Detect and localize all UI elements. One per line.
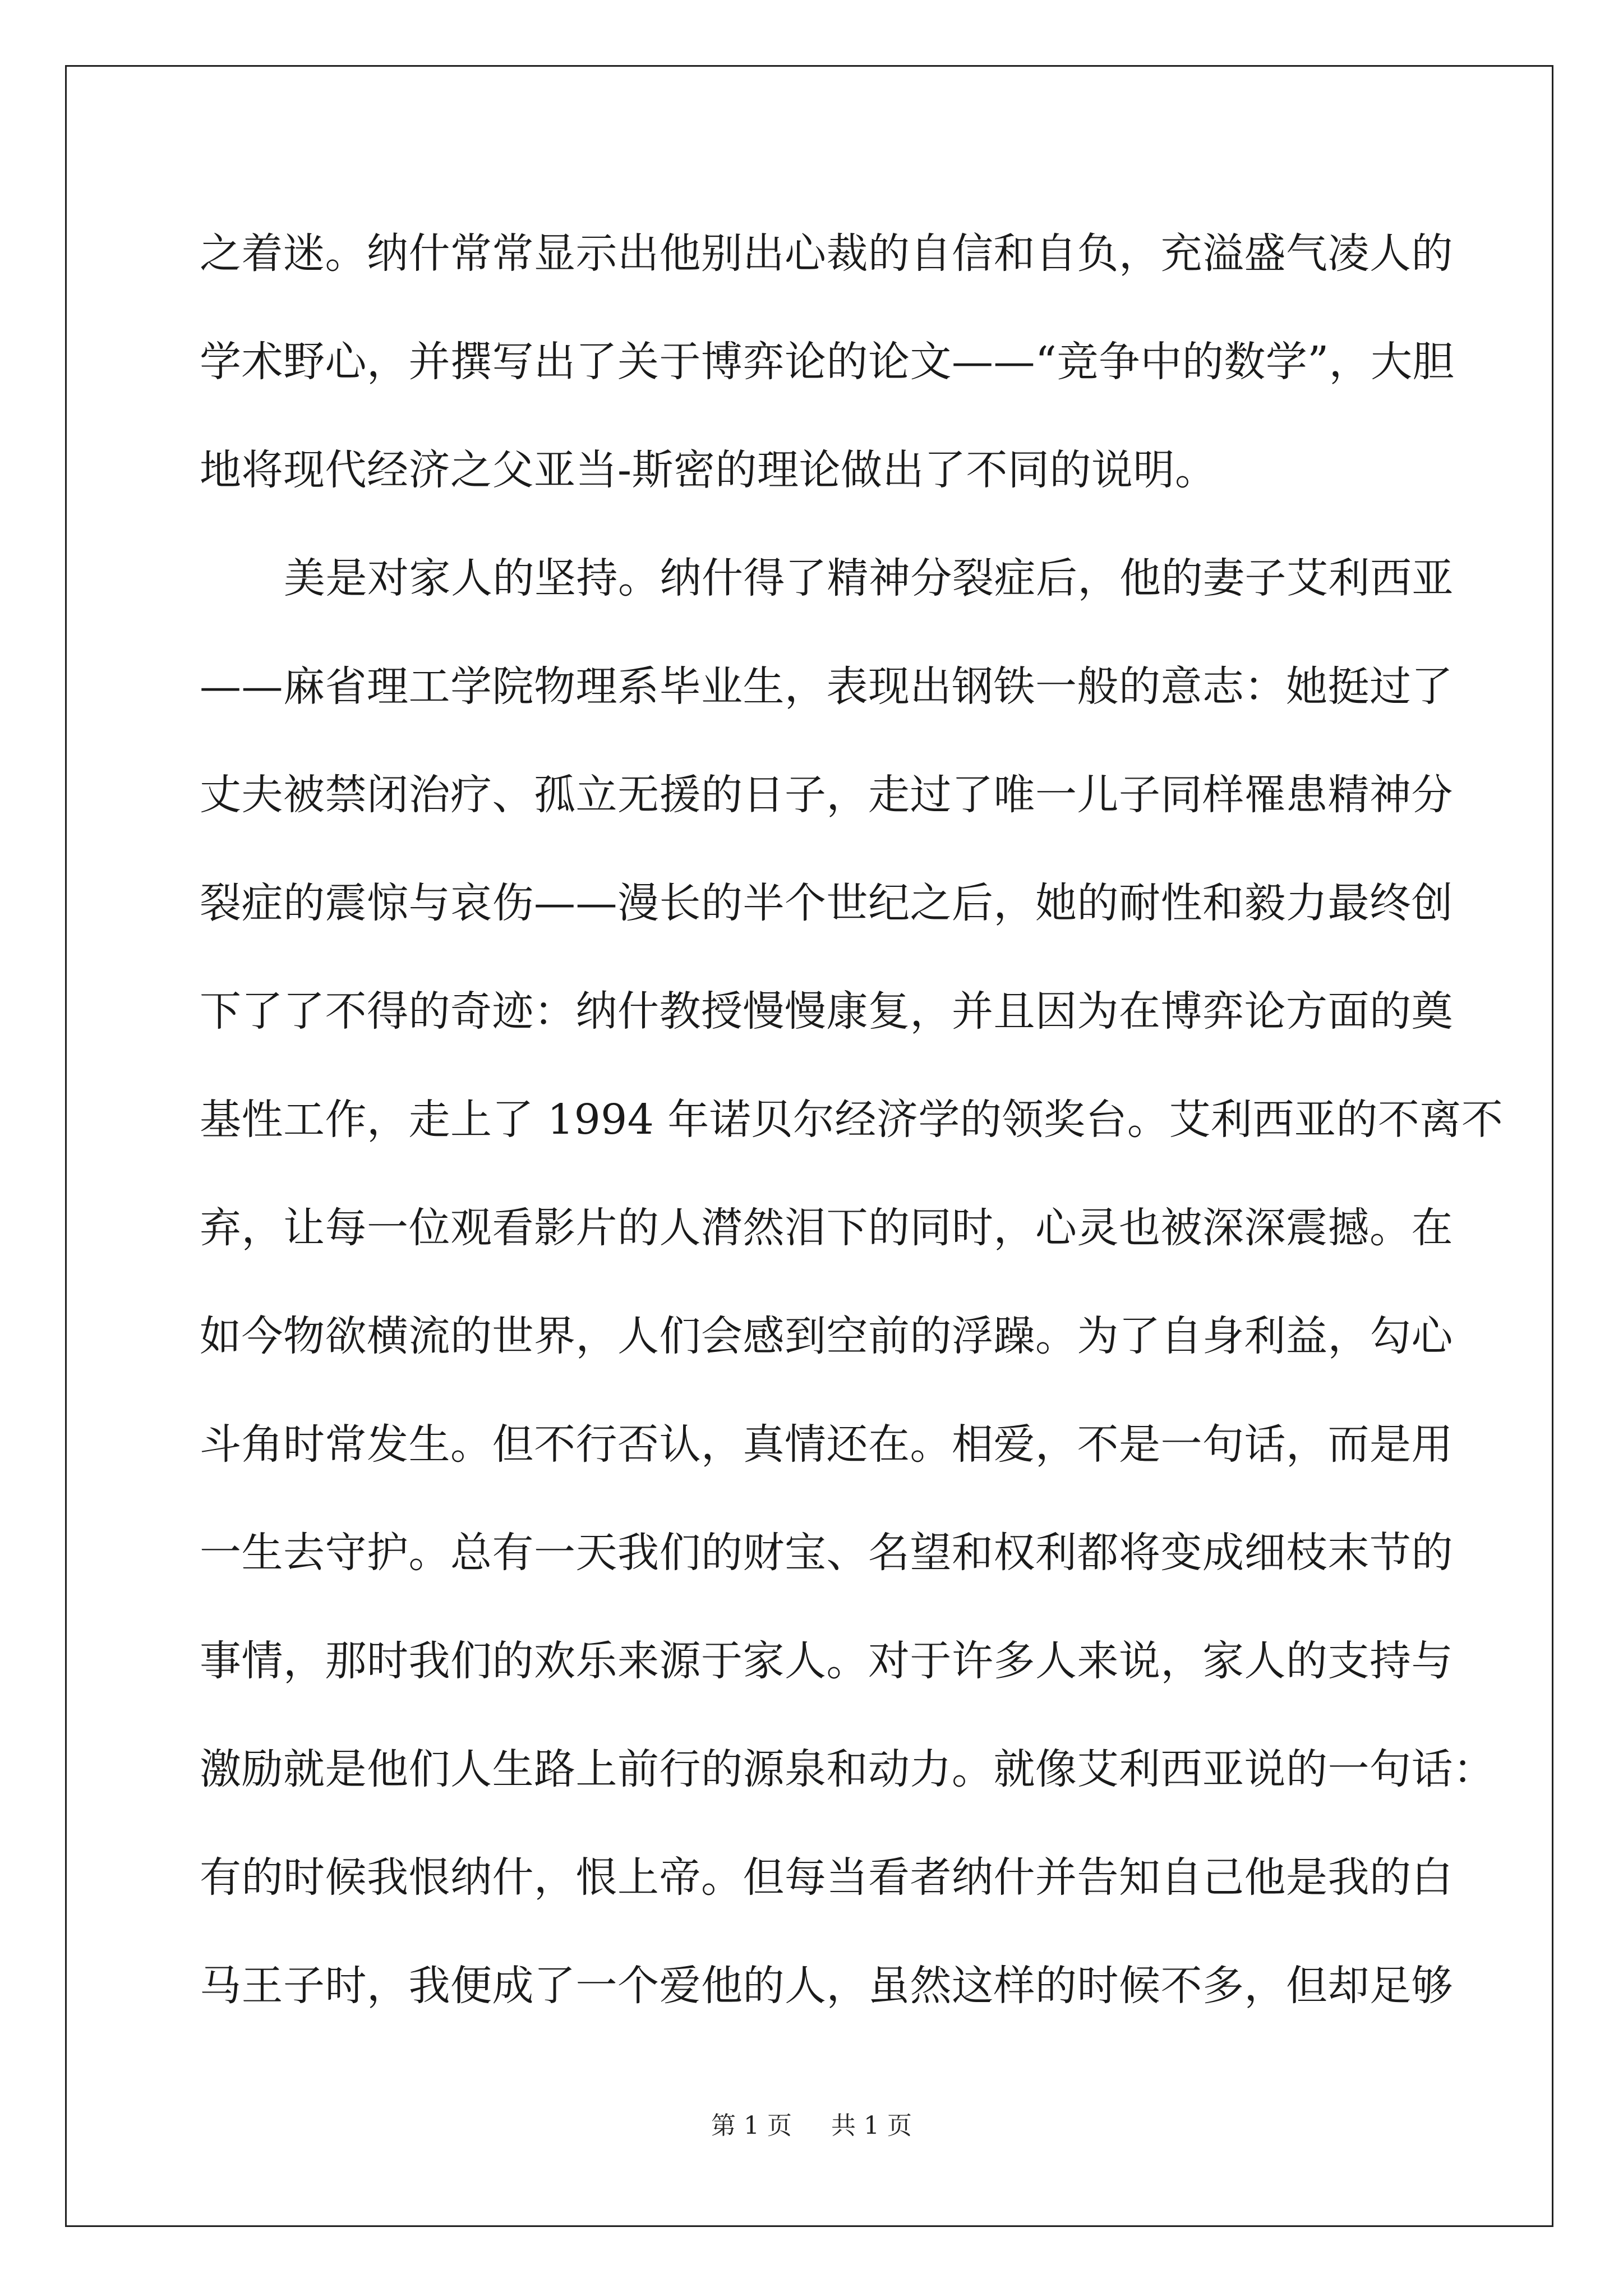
text-line: 事情，那时我们的欢乐来源于家人。对于许多人来说，家人的支持与	[200, 1637, 1453, 1685]
text-line: 之着迷。纳什常常显示出他别出心裁的自信和自负，充溢盛气凌人的	[200, 229, 1453, 278]
text-line: 美是对家人的坚持。纳什得了精神分裂症后，他的妻子艾利西亚	[284, 554, 1454, 602]
text-line: 有的时候我恨纳什，恨上帝。但每当看者纳什并告知自己他是我的白	[200, 1853, 1453, 1902]
text-line: 丈夫被禁闭治疗、孤立无援的日子，走过了唯一儿子同样罹患精神分	[200, 771, 1453, 819]
page-total: 共 1 页	[831, 2111, 912, 2140]
document-body	[200, 200, 1504, 2040]
text-line: 激励就是他们人生路上前行的源泉和动力。就像艾利西亚说的一句话：	[200, 1745, 1495, 1793]
text-line: 学术野心，并撰写出了关于博弈论的论文——“竞争中的数学”，大胆	[200, 338, 1455, 386]
text-line: 马王子时，我便成了一个爱他的人，虽然这样的时候不多，但却足够	[200, 1962, 1453, 2010]
page-number: 第 1 页	[711, 2111, 792, 2140]
text-line: 裂症的震惊与哀伤——漫长的半个世纪之后，她的耐性和毅力最终创	[200, 879, 1453, 927]
text-line: 地将现代经济之父亚当-斯密的理论做出了不同的说明。	[200, 446, 1217, 494]
text-line: 下了了不得的奇迹：纳什教授慢慢康复，并且因为在博弈论方面的奠	[200, 987, 1453, 1036]
text-line: 弃，让每一位观看影片的人潸然泪下的同时，心灵也被深深震撼。在	[200, 1204, 1453, 1252]
page-footer	[0, 2109, 1623, 2143]
text-line: 斗角时常发生。但不行否认，真情还在。相爱，不是一句话，而是用	[200, 1420, 1453, 1469]
text-line: 基性工作，走上了 1994 年诺贝尔经济学的领奖台。艾利西亚的不离不	[200, 1096, 1504, 1144]
text-line: ——麻省理工学院物理系毕业生，表现出钢铁一般的意志：她挺过了	[200, 662, 1453, 711]
text-line: 如今物欲横流的世界，人们会感到空前的浮躁。为了自身利益，勾心	[200, 1312, 1453, 1360]
text-line: 一生去守护。总有一天我们的财宝、名望和权利都将变成细枝末节的	[200, 1529, 1453, 1577]
